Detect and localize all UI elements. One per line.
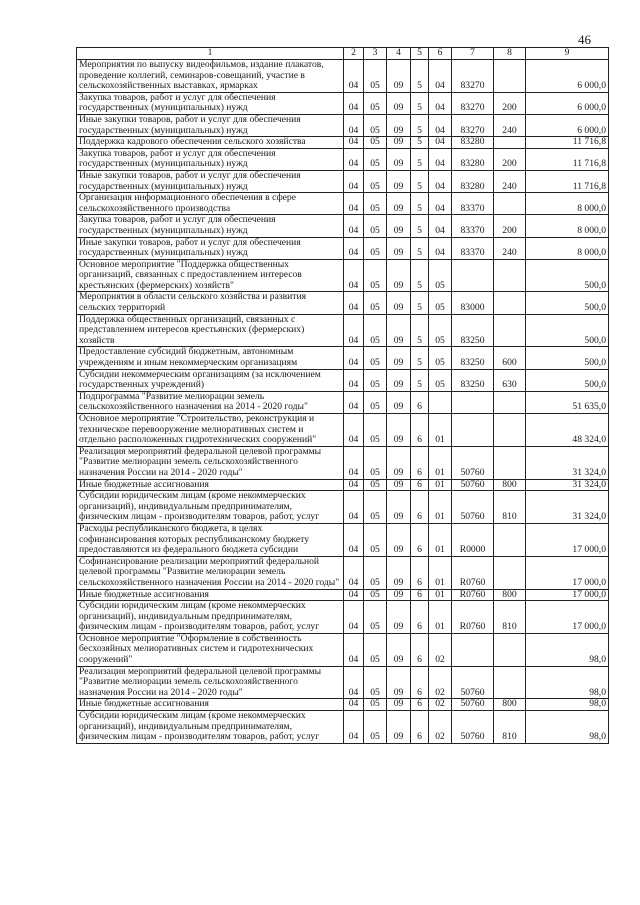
cell-admin-code: 04 xyxy=(344,523,364,556)
cell-subprogram xyxy=(429,391,452,413)
cell-admin-code: 04 xyxy=(344,148,364,170)
cell-program: 5 xyxy=(411,292,429,314)
column-header: 5 xyxy=(411,48,429,60)
cell-program: 5 xyxy=(411,259,429,292)
cell-subprogram: 04 xyxy=(429,60,452,93)
cell-type-code: 600 xyxy=(494,347,526,369)
cell-expense-code: R0760 xyxy=(452,556,494,589)
cell-program: 6 xyxy=(411,666,429,699)
cell-amount: 11 716,8 xyxy=(526,137,609,149)
cell-expense-code: 83370 xyxy=(452,215,494,237)
cell-subsection: 09 xyxy=(387,314,411,347)
cell-program: 6 xyxy=(411,601,429,634)
cell-program: 5 xyxy=(411,215,429,237)
cell-subprogram: 02 xyxy=(429,699,452,711)
cell-amount: 31 324,0 xyxy=(526,479,609,491)
cell-subsection: 09 xyxy=(387,699,411,711)
cell-program: 6 xyxy=(411,491,429,524)
row-description: Организация информационного обеспечения в сфере сельскохозяйственного производства xyxy=(77,193,344,215)
cell-expense-code: 83270 xyxy=(452,114,494,136)
row-description: Иные закупки товаров, работ и услуг для обеспечения государственных (муниципальных) нужд xyxy=(77,237,344,259)
cell-subsection: 09 xyxy=(387,666,411,699)
cell-amount: 11 716,8 xyxy=(526,148,609,170)
cell-amount: 17 000,0 xyxy=(526,589,609,601)
cell-section: 05 xyxy=(364,369,387,391)
cell-expense-code: 83280 xyxy=(452,148,494,170)
cell-amount: 48 324,0 xyxy=(526,414,609,447)
cell-subprogram: 02 xyxy=(429,666,452,699)
column-header: 7 xyxy=(452,48,494,60)
cell-amount: 500,0 xyxy=(526,369,609,391)
row-description: Субсидии некоммерческим организациям (за исключением государственных учреждений) xyxy=(77,369,344,391)
row-description: Субсидии юридическим лицам (кроме некоммерческих организаций), индивидуальным предпринимателям, физическим лицам - производителям товаров, работ, услуг xyxy=(77,491,344,524)
row-description: Поддержка кадрового обеспечения сельского хозяйства xyxy=(77,137,344,149)
table-row xyxy=(77,711,609,744)
cell-expense-code: 50760 xyxy=(452,446,494,479)
row-description: Предоставление субсидий бюджетным, автономным учреждениям и иным некоммерческим организациям xyxy=(77,347,344,369)
cell-subprogram: 01 xyxy=(429,601,452,634)
cell-amount: 51 635,0 xyxy=(526,391,609,413)
table-row xyxy=(77,556,609,589)
table-row xyxy=(77,170,609,192)
cell-subsection: 09 xyxy=(387,633,411,666)
cell-amount: 17 000,0 xyxy=(526,523,609,556)
cell-section: 05 xyxy=(364,237,387,259)
cell-program: 6 xyxy=(411,589,429,601)
row-description: Реализация мероприятий федеральной целевой программы "Развитие мелиорации земель сельскохозяйственного назначения России на 2014 - 2020 годы" xyxy=(77,446,344,479)
row-description: Иные бюджетные ассигнования xyxy=(77,699,344,711)
cell-section: 05 xyxy=(364,60,387,93)
column-header: 8 xyxy=(494,48,526,60)
cell-subprogram: 01 xyxy=(429,491,452,524)
cell-program: 5 xyxy=(411,60,429,93)
cell-section: 05 xyxy=(364,711,387,744)
row-description: Основное мероприятие "Поддержка общественных организаций, связанных с предоставлением интересов крестьянских (фермерских) хозяйств" xyxy=(77,259,344,292)
table-row xyxy=(77,479,609,491)
table-row xyxy=(77,523,609,556)
cell-program: 5 xyxy=(411,369,429,391)
cell-amount: 17 000,0 xyxy=(526,601,609,634)
row-description: Закупка товаров, работ и услуг для обеспечения государственных (муниципальных) нужд xyxy=(77,148,344,170)
cell-expense-code: 83270 xyxy=(452,60,494,93)
cell-expense-code: 50760 xyxy=(452,491,494,524)
table-row xyxy=(77,446,609,479)
cell-subprogram: 05 xyxy=(429,314,452,347)
cell-program: 5 xyxy=(411,170,429,192)
cell-subsection: 09 xyxy=(387,259,411,292)
cell-expense-code: 50760 xyxy=(452,699,494,711)
cell-expense-code: 50760 xyxy=(452,711,494,744)
cell-program: 6 xyxy=(411,699,429,711)
row-description: Иные закупки товаров, работ и услуг для обеспечения государственных (муниципальных) нужд xyxy=(77,114,344,136)
table-row xyxy=(77,292,609,314)
cell-subprogram: 01 xyxy=(429,556,452,589)
cell-subprogram: 05 xyxy=(429,369,452,391)
cell-amount: 6 000,0 xyxy=(526,114,609,136)
cell-subprogram: 04 xyxy=(429,92,452,114)
table-row xyxy=(77,601,609,634)
table-row xyxy=(77,92,609,114)
cell-amount: 11 716,8 xyxy=(526,170,609,192)
row-description: Поддержка общественных организаций, связанных с представлением интересов крестьянских (фермерских) хозяйств xyxy=(77,314,344,347)
table-row xyxy=(77,491,609,524)
cell-admin-code: 04 xyxy=(344,491,364,524)
cell-subsection: 09 xyxy=(387,711,411,744)
cell-section: 05 xyxy=(364,446,387,479)
cell-section: 05 xyxy=(364,556,387,589)
cell-program: 6 xyxy=(411,633,429,666)
row-description: Основное мероприятие "Строительство, реконструкция и техническое перевооружение мелиоративных систем и отдельно расположенных гидротехнических сооружений" xyxy=(77,414,344,447)
cell-type-code: 800 xyxy=(494,479,526,491)
cell-admin-code: 04 xyxy=(344,60,364,93)
cell-expense-code: 83250 xyxy=(452,314,494,347)
cell-expense-code: 83370 xyxy=(452,237,494,259)
cell-admin-code: 04 xyxy=(344,259,364,292)
cell-subsection: 09 xyxy=(387,237,411,259)
cell-expense-code: R0760 xyxy=(452,601,494,634)
row-description: Закупка товаров, работ и услуг для обеспечения государственных (муниципальных) нужд xyxy=(77,215,344,237)
cell-section: 05 xyxy=(364,292,387,314)
cell-amount: 6 000,0 xyxy=(526,60,609,93)
cell-type-code: 810 xyxy=(494,601,526,634)
cell-subsection: 09 xyxy=(387,137,411,149)
cell-admin-code: 04 xyxy=(344,237,364,259)
cell-type-code: 240 xyxy=(494,170,526,192)
page-number: 46 xyxy=(578,32,591,47)
cell-section: 05 xyxy=(364,114,387,136)
cell-subprogram: 04 xyxy=(429,193,452,215)
cell-subprogram: 05 xyxy=(429,292,452,314)
cell-type-code xyxy=(494,556,526,589)
cell-type-code xyxy=(494,292,526,314)
cell-program: 5 xyxy=(411,193,429,215)
cell-program: 5 xyxy=(411,314,429,347)
cell-amount: 31 324,0 xyxy=(526,491,609,524)
cell-expense-code: R0000 xyxy=(452,523,494,556)
cell-amount: 98,0 xyxy=(526,633,609,666)
table-row xyxy=(77,193,609,215)
cell-program: 6 xyxy=(411,556,429,589)
table-row xyxy=(77,259,609,292)
cell-admin-code: 04 xyxy=(344,215,364,237)
cell-admin-code: 04 xyxy=(344,92,364,114)
cell-section: 05 xyxy=(364,479,387,491)
cell-subsection: 09 xyxy=(387,479,411,491)
cell-subprogram: 01 xyxy=(429,446,452,479)
cell-section: 05 xyxy=(364,170,387,192)
cell-admin-code: 04 xyxy=(344,711,364,744)
cell-subprogram: 05 xyxy=(429,347,452,369)
cell-subsection: 09 xyxy=(387,601,411,634)
cell-subsection: 09 xyxy=(387,523,411,556)
cell-admin-code: 04 xyxy=(344,414,364,447)
cell-amount: 8 000,0 xyxy=(526,193,609,215)
cell-type-code xyxy=(494,137,526,149)
cell-admin-code: 04 xyxy=(344,479,364,491)
cell-admin-code: 04 xyxy=(344,633,364,666)
row-description: Мероприятия по выпуску видеофильмов, издание плакатов, проведение коллегий, семинаров-совещаний, участие в сельскохозяйственных выставках, ярмарках xyxy=(77,60,344,93)
cell-admin-code: 04 xyxy=(344,114,364,136)
cell-section: 05 xyxy=(364,491,387,524)
cell-program: 5 xyxy=(411,237,429,259)
cell-section: 05 xyxy=(364,601,387,634)
table-row xyxy=(77,137,609,149)
cell-subsection: 09 xyxy=(387,347,411,369)
cell-subprogram: 04 xyxy=(429,237,452,259)
cell-amount: 500,0 xyxy=(526,347,609,369)
cell-program: 5 xyxy=(411,347,429,369)
cell-type-code: 200 xyxy=(494,215,526,237)
cell-expense-code: 83000 xyxy=(452,292,494,314)
cell-admin-code: 04 xyxy=(344,193,364,215)
cell-subsection: 09 xyxy=(387,92,411,114)
table-row xyxy=(77,369,609,391)
cell-section: 05 xyxy=(364,148,387,170)
row-description: Иные закупки товаров, работ и услуг для обеспечения государственных (муниципальных) нужд xyxy=(77,170,344,192)
cell-subprogram: 04 xyxy=(429,148,452,170)
cell-expense-code: 83250 xyxy=(452,347,494,369)
cell-admin-code: 04 xyxy=(344,314,364,347)
cell-program: 6 xyxy=(411,446,429,479)
cell-amount: 8 000,0 xyxy=(526,215,609,237)
cell-amount: 6 000,0 xyxy=(526,92,609,114)
cell-subsection: 09 xyxy=(387,148,411,170)
cell-admin-code: 04 xyxy=(344,556,364,589)
cell-subsection: 09 xyxy=(387,193,411,215)
cell-admin-code: 04 xyxy=(344,137,364,149)
row-description: Закупка товаров, работ и услуг для обеспечения государственных (муниципальных) нужд xyxy=(77,92,344,114)
cell-subprogram: 02 xyxy=(429,633,452,666)
cell-type-code xyxy=(494,414,526,447)
cell-type-code: 200 xyxy=(494,148,526,170)
cell-admin-code: 04 xyxy=(344,369,364,391)
cell-amount: 500,0 xyxy=(526,314,609,347)
column-header: 2 xyxy=(344,48,364,60)
cell-section: 05 xyxy=(364,589,387,601)
cell-type-code: 800 xyxy=(494,589,526,601)
cell-subsection: 09 xyxy=(387,292,411,314)
cell-expense-code: 83280 xyxy=(452,170,494,192)
cell-type-code: 240 xyxy=(494,114,526,136)
cell-expense-code: 83250 xyxy=(452,369,494,391)
column-header: 3 xyxy=(364,48,387,60)
table-row xyxy=(77,589,609,601)
cell-subprogram: 01 xyxy=(429,523,452,556)
cell-admin-code: 04 xyxy=(344,446,364,479)
cell-admin-code: 04 xyxy=(344,699,364,711)
cell-expense-code xyxy=(452,391,494,413)
cell-amount: 17 000,0 xyxy=(526,556,609,589)
cell-program: 6 xyxy=(411,391,429,413)
cell-type-code: 630 xyxy=(494,369,526,391)
cell-expense-code xyxy=(452,259,494,292)
cell-section: 05 xyxy=(364,137,387,149)
cell-expense-code: R0760 xyxy=(452,589,494,601)
cell-type-code: 240 xyxy=(494,237,526,259)
column-header: 1 xyxy=(77,48,344,60)
cell-amount: 500,0 xyxy=(526,292,609,314)
cell-expense-code: 50760 xyxy=(452,666,494,699)
cell-type-code xyxy=(494,391,526,413)
cell-section: 05 xyxy=(364,633,387,666)
column-header: 6 xyxy=(429,48,452,60)
table-row xyxy=(77,414,609,447)
table-row xyxy=(77,666,609,699)
cell-subsection: 09 xyxy=(387,369,411,391)
cell-admin-code: 04 xyxy=(344,170,364,192)
cell-expense-code xyxy=(452,414,494,447)
cell-subprogram: 02 xyxy=(429,711,452,744)
cell-expense-code: 50760 xyxy=(452,479,494,491)
cell-subsection: 09 xyxy=(387,589,411,601)
cell-program: 5 xyxy=(411,92,429,114)
cell-type-code xyxy=(494,633,526,666)
cell-type-code xyxy=(494,259,526,292)
row-description: Иные бюджетные ассигнования xyxy=(77,589,344,601)
column-header: 4 xyxy=(387,48,411,60)
row-description: Субсидии юридическим лицам (кроме некоммерческих организаций), индивидуальным предпринимателям, физическим лицам - производителям товаров, работ, услуг xyxy=(77,711,344,744)
column-header: 9 xyxy=(526,48,609,60)
cell-section: 05 xyxy=(364,259,387,292)
cell-admin-code: 04 xyxy=(344,292,364,314)
cell-section: 05 xyxy=(364,92,387,114)
cell-section: 05 xyxy=(364,391,387,413)
cell-subprogram: 04 xyxy=(429,137,452,149)
cell-section: 05 xyxy=(364,347,387,369)
cell-type-code xyxy=(494,523,526,556)
cell-section: 05 xyxy=(364,699,387,711)
cell-subprogram: 01 xyxy=(429,589,452,601)
row-description: Иные бюджетные ассигнования xyxy=(77,479,344,491)
cell-expense-code xyxy=(452,633,494,666)
cell-subprogram: 05 xyxy=(429,259,452,292)
table-row xyxy=(77,391,609,413)
cell-program: 5 xyxy=(411,148,429,170)
table-header-row xyxy=(77,48,609,60)
table-row xyxy=(77,314,609,347)
cell-subsection: 09 xyxy=(387,114,411,136)
cell-expense-code: 83370 xyxy=(452,193,494,215)
row-description: Мероприятия в области сельского хозяйства и развития сельских территорий xyxy=(77,292,344,314)
cell-program: 5 xyxy=(411,137,429,149)
row-description: Реализация мероприятий федеральной целевой программы "Развитие мелиорации земель сельскохозяйственного назначения России на 2014 - 2020 годы" xyxy=(77,666,344,699)
cell-subsection: 09 xyxy=(387,414,411,447)
row-description: Подпрограмма "Развитие мелиорации земель сельскохозяйственного назначения на 2014 - 2020 годы" xyxy=(77,391,344,413)
cell-amount: 98,0 xyxy=(526,666,609,699)
cell-type-code xyxy=(494,446,526,479)
cell-expense-code: 83270 xyxy=(452,92,494,114)
cell-admin-code: 04 xyxy=(344,391,364,413)
table-row xyxy=(77,60,609,93)
cell-type-code xyxy=(494,314,526,347)
cell-subsection: 09 xyxy=(387,391,411,413)
cell-amount: 98,0 xyxy=(526,699,609,711)
row-description: Основное мероприятие "Оформление в собственность бесхозяйных мелиоративных систем и гидротехнических сооружений" xyxy=(77,633,344,666)
cell-amount: 8 000,0 xyxy=(526,237,609,259)
row-description: Расходы республиканского бюджета, в целях софинансирования которых республиканскому бюджету предоставляются из федерального бюджета субсидии xyxy=(77,523,344,556)
cell-subsection: 09 xyxy=(387,446,411,479)
cell-section: 05 xyxy=(364,523,387,556)
cell-subsection: 09 xyxy=(387,170,411,192)
cell-subprogram: 04 xyxy=(429,215,452,237)
cell-type-code xyxy=(494,193,526,215)
cell-expense-code: 83280 xyxy=(452,137,494,149)
table-row xyxy=(77,237,609,259)
table-row xyxy=(77,633,609,666)
cell-subsection: 09 xyxy=(387,215,411,237)
cell-admin-code: 04 xyxy=(344,589,364,601)
cell-amount: 31 324,0 xyxy=(526,446,609,479)
cell-section: 05 xyxy=(364,666,387,699)
cell-section: 05 xyxy=(364,414,387,447)
cell-type-code: 810 xyxy=(494,491,526,524)
cell-program: 6 xyxy=(411,414,429,447)
cell-section: 05 xyxy=(364,215,387,237)
cell-type-code xyxy=(494,60,526,93)
cell-type-code: 800 xyxy=(494,699,526,711)
table-row xyxy=(77,215,609,237)
row-description: Софинансирование реализации мероприятий федеральной целевой программы "Развитие мелиорации земель сельскохозяйственного назначения России на 2014 - 2020 годы" xyxy=(77,556,344,589)
table-row xyxy=(77,347,609,369)
cell-subprogram: 04 xyxy=(429,170,452,192)
table-row xyxy=(77,114,609,136)
table-row xyxy=(77,699,609,711)
cell-section: 05 xyxy=(364,314,387,347)
cell-type-code: 810 xyxy=(494,711,526,744)
cell-type-code xyxy=(494,666,526,699)
cell-program: 6 xyxy=(411,479,429,491)
cell-admin-code: 04 xyxy=(344,601,364,634)
table-row xyxy=(77,148,609,170)
cell-subsection: 09 xyxy=(387,60,411,93)
cell-admin-code: 04 xyxy=(344,666,364,699)
cell-subsection: 09 xyxy=(387,556,411,589)
cell-program: 6 xyxy=(411,711,429,744)
cell-admin-code: 04 xyxy=(344,347,364,369)
cell-subprogram: 04 xyxy=(429,114,452,136)
cell-subsection: 09 xyxy=(387,491,411,524)
cell-subprogram: 01 xyxy=(429,414,452,447)
cell-amount: 98,0 xyxy=(526,711,609,744)
row-description: Субсидии юридическим лицам (кроме некоммерческих организаций), индивидуальным предпринимателям, физическим лицам - производителям товаров, работ, услуг xyxy=(77,601,344,634)
cell-program: 6 xyxy=(411,523,429,556)
cell-program: 5 xyxy=(411,114,429,136)
cell-section: 05 xyxy=(364,193,387,215)
cell-type-code: 200 xyxy=(494,92,526,114)
budget-table xyxy=(76,47,609,744)
cell-subprogram: 01 xyxy=(429,479,452,491)
cell-amount: 500,0 xyxy=(526,259,609,292)
